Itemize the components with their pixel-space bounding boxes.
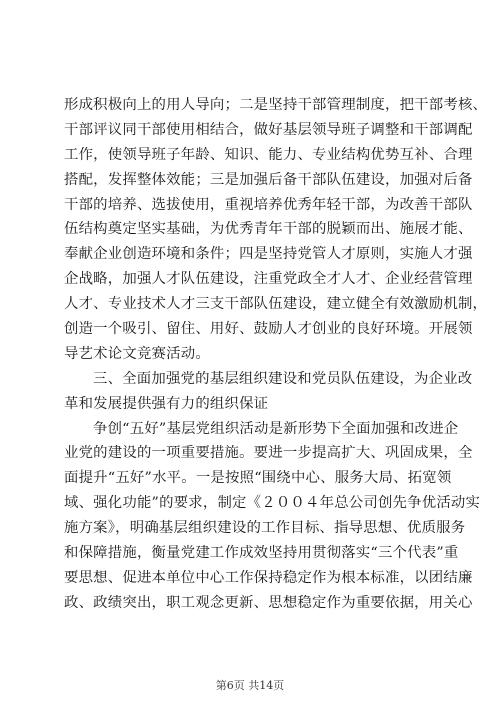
text-line: 工作，使领导班子年龄、知识、能力、专业结构优势互补、合理 — [64, 146, 473, 163]
text-line: 业党的建设的一项重要措施。要进一步提高扩大、巩固成果，全 — [64, 445, 473, 462]
text-line: 形成积极向上的用人导向；二是坚持干部管理制度，把干部考核、 — [64, 97, 488, 113]
text-line: 争创“五好”基层党组织活动是新形势下全面加强和改进企 — [93, 420, 459, 437]
text-line: 企战略，加强人才队伍建设，注重党政全才人才、企业经营管理 — [64, 271, 473, 288]
text-line: 人才、专业技术人才三支干部队伍建设，建立健全有效激励机制， — [64, 296, 488, 313]
section-heading-line: 三、全面加强党的基层组织建设和党员队伍建设，为企业改 — [93, 370, 473, 387]
page-footer: 第6页 共14页 — [215, 679, 285, 692]
text-line: 导艺术论文竞赛活动。 — [64, 345, 210, 362]
text-line: 伍结构奠定坚实基础，为优秀青年干部的脱颖而出、施展才能、 — [64, 221, 473, 238]
text-line: 奉献企业创造环境和条件；四是坚持党管人才原则，实施人才强 — [64, 246, 473, 263]
text-line: 干部评议同干部使用相结合，做好基层领导班子调整和干部调配 — [64, 121, 473, 138]
text-line: 和保障措施，衡量党建工作成效坚持用贯彻落实“三个代表”重 — [64, 545, 459, 562]
section-heading-line: 革和发展提供强有力的组织保证 — [64, 395, 269, 412]
text-line: 政、政绩突出，职工观念更新、思想稳定作为重要依据，用关心 — [64, 594, 473, 611]
text-line: 搭配，发挥整体效能；三是加强后备干部队伍建设，加强对后备 — [64, 171, 473, 188]
body-text — [64, 93, 488, 616]
text-line: 域、强化功能”的要求，制定《２００４年总公司创先争优活动实 — [64, 495, 481, 512]
text-line: 创造一个吸引、留住、用好、鼓励人才创业的良好环境。开展领 — [64, 321, 473, 338]
text-line: 面提升“五好”水平。一是按照“围绕中心、服务大局、拓宽领 — [64, 470, 452, 487]
text-line: 施方案》，明确基层组织建设的工作目标、指导思想、优质服务 — [64, 520, 466, 537]
text-line: 干部的培养、选拔使用，重视培养优秀年轻干部，为改善干部队 — [64, 196, 473, 213]
text-line: 要思想、促进本单位中心工作保持稳定作为根本标准，以团结廉 — [64, 569, 473, 586]
